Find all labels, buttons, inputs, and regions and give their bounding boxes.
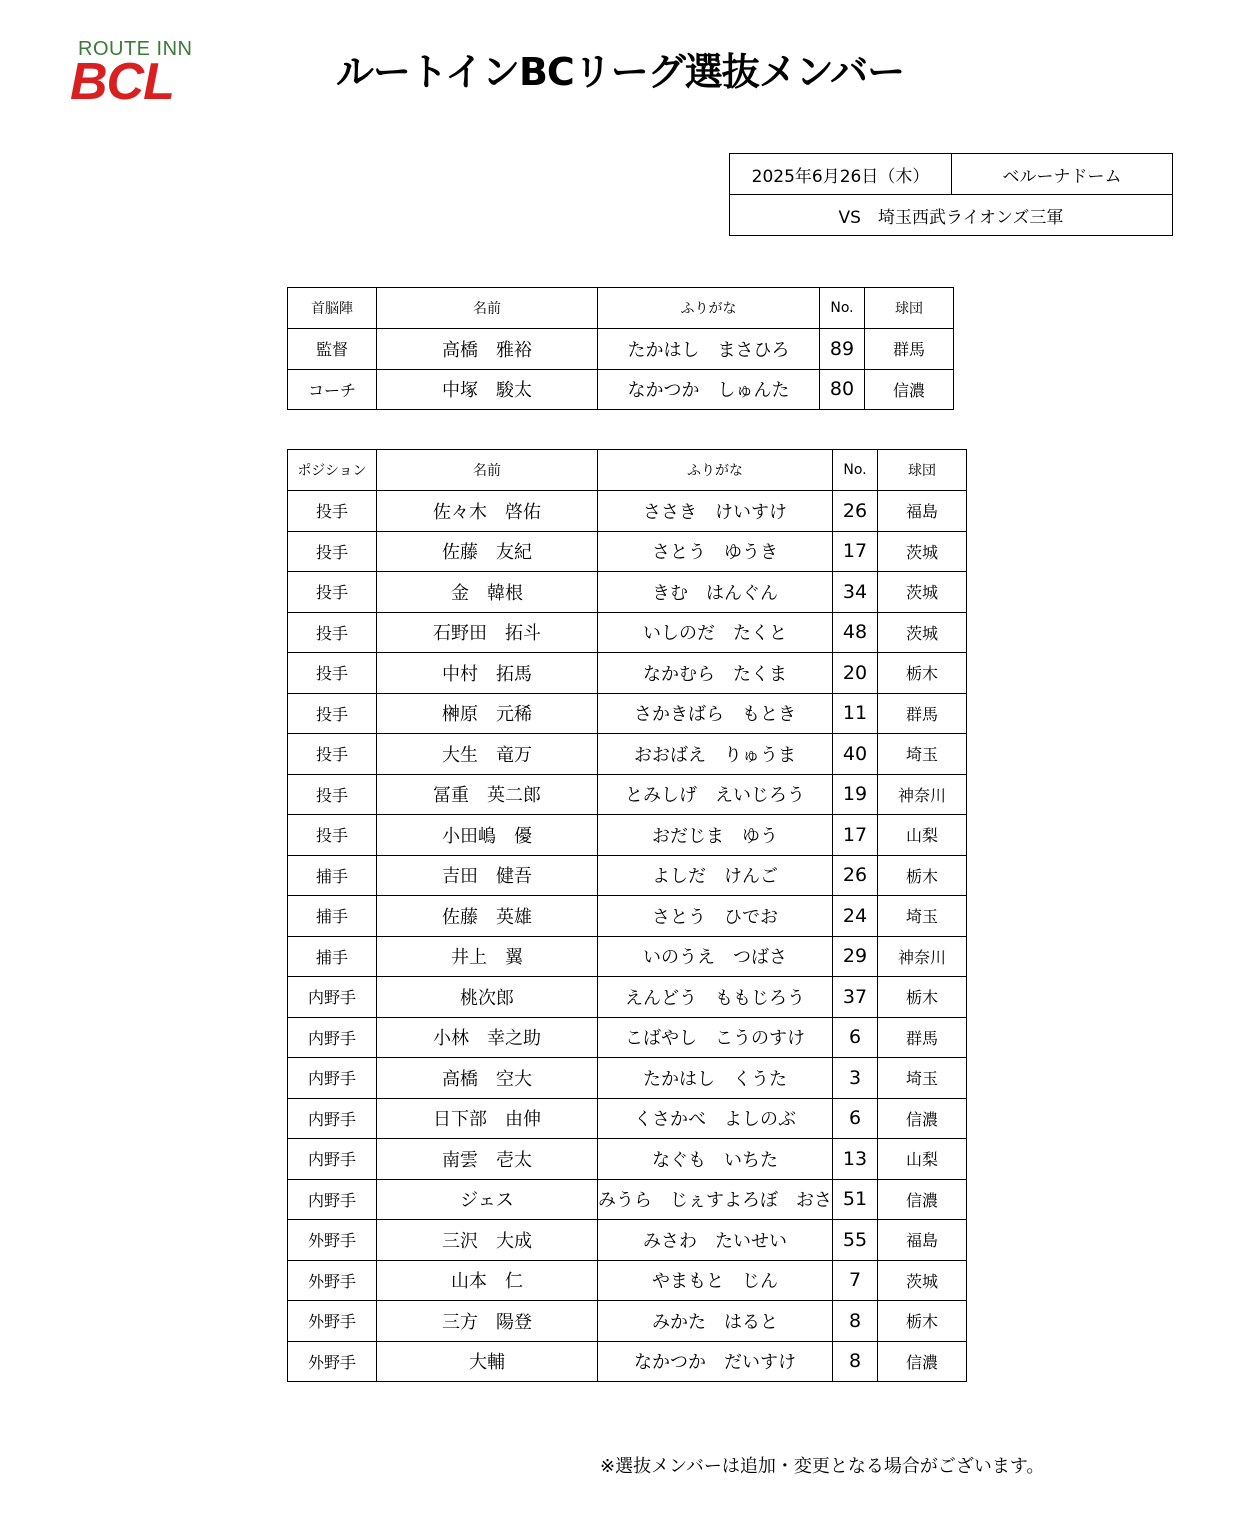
player-number: 8 xyxy=(833,1341,878,1382)
player-team: 福島 xyxy=(878,1220,967,1261)
player-position: 内野手 xyxy=(288,1058,377,1099)
player-number: 6 xyxy=(833,1017,878,1058)
player-kana: やまもと じん xyxy=(598,1260,833,1301)
player-kana: さとう ゆうき xyxy=(598,531,833,572)
player-team: 茨城 xyxy=(878,531,967,572)
player-number: 37 xyxy=(833,977,878,1018)
player-number: 6 xyxy=(833,1098,878,1139)
player-position: 内野手 xyxy=(288,1179,377,1220)
player-position: 外野手 xyxy=(288,1260,377,1301)
player-number: 34 xyxy=(833,572,878,613)
header-position: ポジション xyxy=(288,450,377,491)
table-row xyxy=(288,815,967,856)
page-title: ルートインBCリーグ選抜メンバー xyxy=(335,50,905,94)
player-number: 29 xyxy=(833,936,878,977)
table-row xyxy=(288,369,954,410)
player-team: 埼玉 xyxy=(878,896,967,937)
player-name: 三沢 大成 xyxy=(377,1220,598,1261)
table-row xyxy=(288,1098,967,1139)
table-row xyxy=(288,693,967,734)
roster-body xyxy=(288,491,967,1382)
player-number: 24 xyxy=(833,896,878,937)
staff-team: 群馬 xyxy=(865,329,954,370)
table-row xyxy=(288,612,967,653)
player-kana: みうら じぇすよろぼ おさ xyxy=(598,1179,833,1220)
staff-name: 高橋 雅裕 xyxy=(377,329,598,370)
player-kana: おおばえ りゅうま xyxy=(598,734,833,775)
header-name: 名前 xyxy=(377,288,598,329)
table-row xyxy=(288,1260,967,1301)
logo-route-inn-text: ROUTE INN xyxy=(78,38,193,60)
player-kana: くさかべ よしのぶ xyxy=(598,1098,833,1139)
player-team: 山梨 xyxy=(878,1139,967,1180)
staff-team: 信濃 xyxy=(865,369,954,410)
player-team: 埼玉 xyxy=(878,1058,967,1099)
table-row xyxy=(288,491,967,532)
player-team: 神奈川 xyxy=(878,936,967,977)
staff-kana: なかつか しゅんた xyxy=(598,369,820,410)
player-number: 26 xyxy=(833,855,878,896)
header-kana: ふりがな xyxy=(598,288,820,329)
footnote: ※選抜メンバーは追加・変更となる場合がございます。 xyxy=(600,1456,1045,1477)
player-position: 内野手 xyxy=(288,1017,377,1058)
staff-role: 監督 xyxy=(288,329,377,370)
player-position: 投手 xyxy=(288,653,377,694)
header-number: No. xyxy=(820,288,865,329)
player-team: 栃木 xyxy=(878,977,967,1018)
player-position: 外野手 xyxy=(288,1301,377,1342)
player-number: 55 xyxy=(833,1220,878,1261)
player-position: 投手 xyxy=(288,774,377,815)
player-name: 吉田 健吾 xyxy=(377,855,598,896)
player-name: 日下部 由伸 xyxy=(377,1098,598,1139)
player-position: 投手 xyxy=(288,531,377,572)
player-position: 捕手 xyxy=(288,936,377,977)
player-kana: えんどう ももじろう xyxy=(598,977,833,1018)
player-name: 大生 竜万 xyxy=(377,734,598,775)
player-kana: みさわ たいせい xyxy=(598,1220,833,1261)
player-number: 17 xyxy=(833,815,878,856)
player-kana: みかた はると xyxy=(598,1301,833,1342)
player-position: 投手 xyxy=(288,815,377,856)
table-row xyxy=(288,1017,967,1058)
player-position: 外野手 xyxy=(288,1220,377,1261)
player-position: 外野手 xyxy=(288,1341,377,1382)
staff-header-row xyxy=(288,288,954,329)
table-row xyxy=(288,734,967,775)
player-name: 佐藤 友紀 xyxy=(377,531,598,572)
player-name: 南雲 壱太 xyxy=(377,1139,598,1180)
player-kana: いしのだ たくと xyxy=(598,612,833,653)
header-role: 首脳陣 xyxy=(288,288,377,329)
roster-table xyxy=(287,449,967,1382)
staff-table xyxy=(287,287,954,410)
player-name: 井上 翼 xyxy=(377,936,598,977)
player-name: 榊原 元稀 xyxy=(377,693,598,734)
player-position: 捕手 xyxy=(288,855,377,896)
header-kana: ふりがな xyxy=(598,450,833,491)
player-team: 信濃 xyxy=(878,1179,967,1220)
table-row xyxy=(288,936,967,977)
player-team: 群馬 xyxy=(878,1017,967,1058)
player-number: 7 xyxy=(833,1260,878,1301)
game-info-table xyxy=(729,153,1173,236)
table-row xyxy=(288,1341,967,1382)
player-kana: なかつか だいすけ xyxy=(598,1341,833,1382)
player-number: 20 xyxy=(833,653,878,694)
player-name: 小林 幸之助 xyxy=(377,1017,598,1058)
player-team: 信濃 xyxy=(878,1098,967,1139)
header-team: 球団 xyxy=(878,450,967,491)
table-row xyxy=(288,572,967,613)
player-name: 金 韓根 xyxy=(377,572,598,613)
player-team: 茨城 xyxy=(878,1260,967,1301)
player-name: 山本 仁 xyxy=(377,1260,598,1301)
player-kana: さとう ひでお xyxy=(598,896,833,937)
table-row xyxy=(288,329,954,370)
table-row xyxy=(288,1058,967,1099)
player-team: 茨城 xyxy=(878,572,967,613)
player-team: 茨城 xyxy=(878,612,967,653)
player-kana: なぐも いちた xyxy=(598,1139,833,1180)
bcl-logo xyxy=(70,38,195,110)
header-number: No. xyxy=(833,450,878,491)
player-number: 51 xyxy=(833,1179,878,1220)
player-kana: とみしげ えいじろう xyxy=(598,774,833,815)
player-name: 桃次郎 xyxy=(377,977,598,1018)
player-team: 山梨 xyxy=(878,815,967,856)
player-name: 中村 拓馬 xyxy=(377,653,598,694)
player-kana: いのうえ つばさ xyxy=(598,936,833,977)
player-number: 11 xyxy=(833,693,878,734)
player-position: 投手 xyxy=(288,572,377,613)
logo-bcl-text: BCL xyxy=(70,53,174,111)
player-number: 3 xyxy=(833,1058,878,1099)
header-team: 球団 xyxy=(865,288,954,329)
player-position: 投手 xyxy=(288,693,377,734)
table-row xyxy=(288,774,967,815)
player-kana: さかきばら もとき xyxy=(598,693,833,734)
player-team: 栃木 xyxy=(878,653,967,694)
player-kana: よしだ けんご xyxy=(598,855,833,896)
player-team: 群馬 xyxy=(878,693,967,734)
player-team: 栃木 xyxy=(878,855,967,896)
player-number: 8 xyxy=(833,1301,878,1342)
player-number: 19 xyxy=(833,774,878,815)
player-position: 投手 xyxy=(288,734,377,775)
table-row xyxy=(288,1139,967,1180)
player-kana: きむ はんぐん xyxy=(598,572,833,613)
player-name: 小田嶋 優 xyxy=(377,815,598,856)
player-kana: なかむら たくま xyxy=(598,653,833,694)
staff-number: 80 xyxy=(820,369,865,410)
table-row xyxy=(288,896,967,937)
player-name: ジェス xyxy=(377,1179,598,1220)
table-row xyxy=(288,531,967,572)
table-row xyxy=(288,653,967,694)
player-number: 26 xyxy=(833,491,878,532)
player-position: 内野手 xyxy=(288,1098,377,1139)
game-venue: ベルーナドーム xyxy=(952,154,1173,195)
table-row xyxy=(288,1301,967,1342)
player-number: 48 xyxy=(833,612,878,653)
player-name: 佐藤 英雄 xyxy=(377,896,598,937)
player-kana: ささき けいすけ xyxy=(598,491,833,532)
player-team: 埼玉 xyxy=(878,734,967,775)
player-name: 佐々木 啓佑 xyxy=(377,491,598,532)
table-row xyxy=(288,1179,967,1220)
game-opponent: VS 埼玉西武ライオンズ三軍 xyxy=(730,195,1173,236)
player-position: 投手 xyxy=(288,612,377,653)
table-row xyxy=(288,855,967,896)
player-name: 三方 陽登 xyxy=(377,1301,598,1342)
roster-header-row xyxy=(288,450,967,491)
player-position: 投手 xyxy=(288,491,377,532)
player-kana: こばやし こうのすけ xyxy=(598,1017,833,1058)
player-position: 内野手 xyxy=(288,977,377,1018)
player-team: 栃木 xyxy=(878,1301,967,1342)
player-name: 冨重 英二郎 xyxy=(377,774,598,815)
player-position: 捕手 xyxy=(288,896,377,937)
player-team: 信濃 xyxy=(878,1341,967,1382)
player-number: 13 xyxy=(833,1139,878,1180)
player-number: 17 xyxy=(833,531,878,572)
player-team: 神奈川 xyxy=(878,774,967,815)
player-name: 石野田 拓斗 xyxy=(377,612,598,653)
header-name: 名前 xyxy=(377,450,598,491)
player-position: 内野手 xyxy=(288,1139,377,1180)
player-number: 40 xyxy=(833,734,878,775)
player-team: 福島 xyxy=(878,491,967,532)
staff-number: 89 xyxy=(820,329,865,370)
staff-kana: たかはし まさひろ xyxy=(598,329,820,370)
player-kana: おだじま ゆう xyxy=(598,815,833,856)
player-name: 高橋 空大 xyxy=(377,1058,598,1099)
table-row xyxy=(288,1220,967,1261)
player-name: 大輔 xyxy=(377,1341,598,1382)
staff-name: 中塚 駿太 xyxy=(377,369,598,410)
game-date: 2025年6月26日（木） xyxy=(730,154,952,195)
table-row xyxy=(288,977,967,1018)
staff-role: コーチ xyxy=(288,369,377,410)
player-kana: たかはし くうた xyxy=(598,1058,833,1099)
